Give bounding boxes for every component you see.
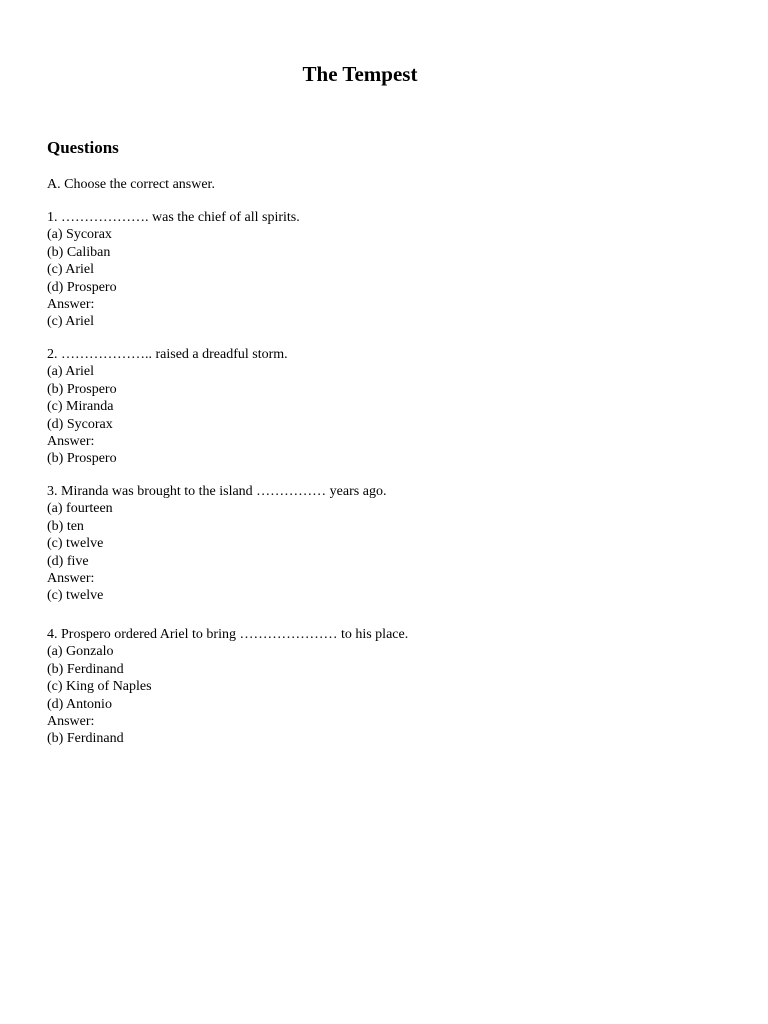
question-2 <box>47 346 288 468</box>
question-prompt: 4. Prospero ordered Ariel to bring ………………… to his place. <box>47 627 409 642</box>
answer-value: (b) Prospero <box>47 451 117 467</box>
question-4 <box>47 626 408 748</box>
answer-label: Answer: <box>47 571 95 587</box>
option-c: (c) twelve <box>47 536 104 552</box>
option-d: (d) Antonio <box>47 696 112 712</box>
question-prompt: 1. ………………. was the chief of all spirits. <box>47 210 300 225</box>
option-b: (b) Ferdinand <box>47 661 124 677</box>
answer-value: (c) Ariel <box>47 314 95 330</box>
option-c: (c) Miranda <box>47 399 114 415</box>
option-d: (d) Sycorax <box>47 416 113 432</box>
option-d: (d) Prospero <box>47 279 117 295</box>
option-b: (b) Caliban <box>47 244 111 260</box>
option-b: (b) Prospero <box>47 381 117 397</box>
question-prompt: 3. Miranda was brought to the island …………… years ago. <box>47 484 387 499</box>
section-heading: Questions <box>47 138 119 157</box>
answer-value: (c) twelve <box>47 588 104 604</box>
option-a: (a) Ariel <box>47 364 95 380</box>
option-d: (d) five <box>47 553 89 569</box>
option-c: (c) Ariel <box>47 262 95 278</box>
question-prompt: 2. ……………….. raised a dreadful storm. <box>47 347 288 362</box>
question-1 <box>47 209 300 331</box>
option-b: (b) ten <box>47 518 84 534</box>
option-a: (a) fourteen <box>47 501 113 517</box>
answer-value: (b) Ferdinand <box>47 731 124 747</box>
document-title: The Tempest <box>302 62 418 86</box>
option-c: (c) King of Naples <box>47 679 152 695</box>
answer-label: Answer: <box>47 714 95 730</box>
option-a: (a) Gonzalo <box>47 644 114 660</box>
question-3 <box>47 483 386 605</box>
answer-label: Answer: <box>47 434 95 450</box>
answer-label: Answer: <box>47 297 95 313</box>
instruction-text: A. Choose the correct answer. <box>47 177 215 192</box>
option-a: (a) Sycorax <box>47 227 112 243</box>
